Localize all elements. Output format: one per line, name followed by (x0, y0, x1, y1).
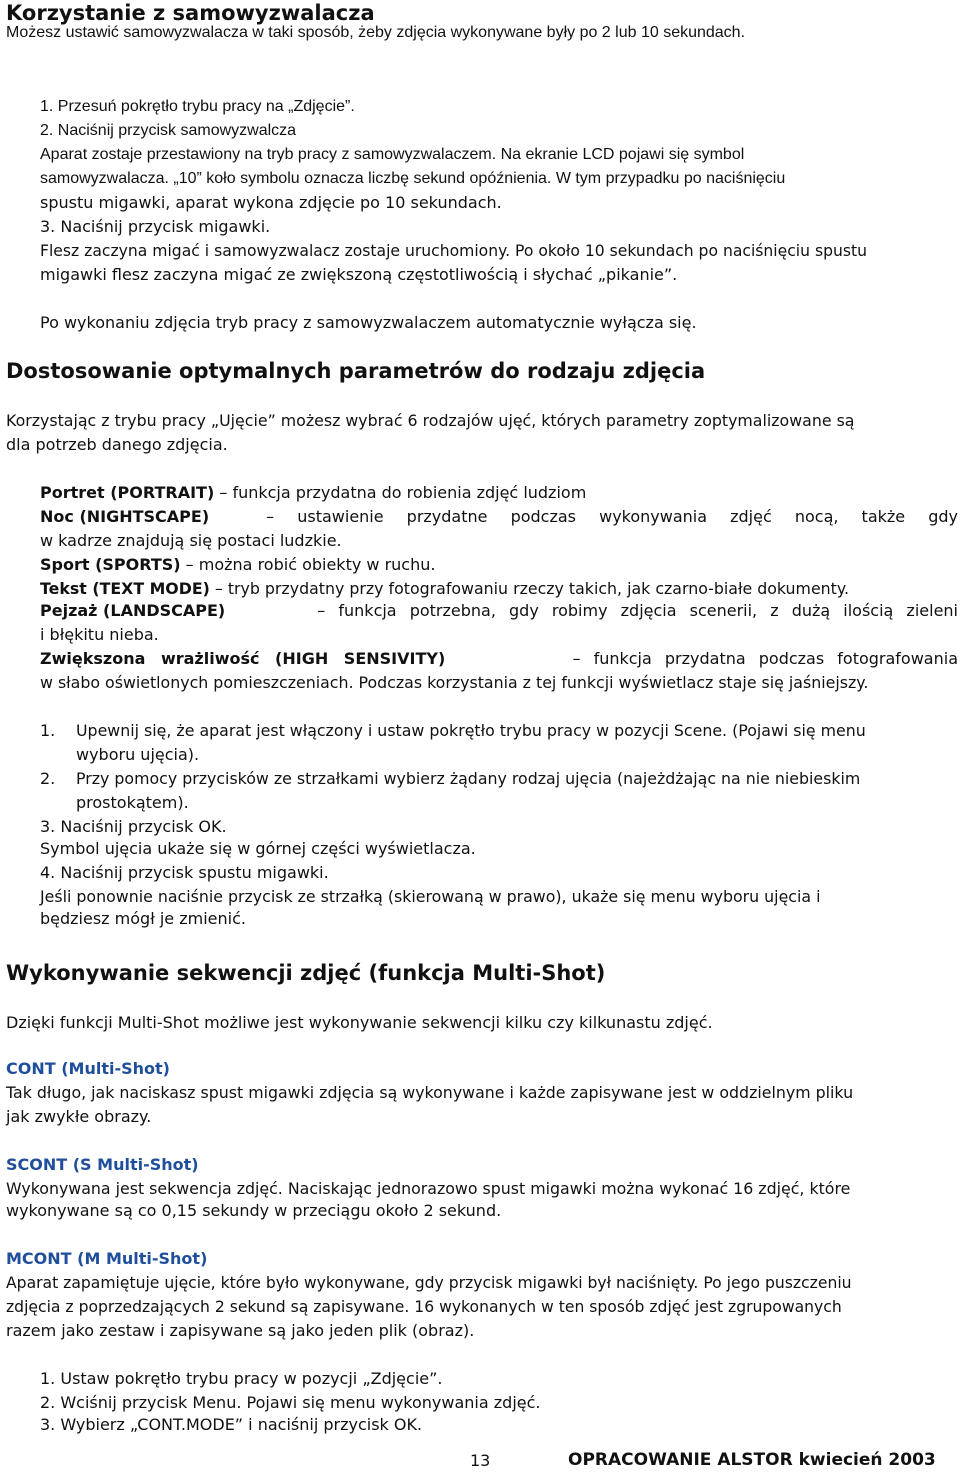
page-number: 13 (470, 1451, 491, 1470)
step-text: Upewnij się, że aparat jest włączony i ustaw pokrętło trybu pracy w pozycji Scene. (Pojawi się menu (76, 721, 866, 740)
scene-mode-night-cont: w kadrze znajdują się postaci ludzkie. (40, 531, 342, 550)
self-timer-intro: Możesz ustawić samowyzwalacza w taki sposób, żeby zdjęcia wykonywane były po 2 lub 10 sekundach. (6, 24, 746, 41)
section-title-scene-modes: Dostosowanie optymalnych parametrów do rodzaju zdjęcia (6, 359, 706, 383)
self-timer-note: Po wykonaniu zdjęcia tryb pracy z samowyzwalaczem automatycznie wyłącza się. (40, 313, 697, 332)
scene-step-2 (40, 768, 958, 790)
scene-mode-night (40, 506, 958, 528)
mcont-desc-3: razem jako zestaw i zapisywane są jako jeden plik (obraz). (6, 1321, 475, 1340)
scene-mode-name: Zwiększona wrażliwość (HIGH SENSIVITY) (40, 649, 446, 668)
scene-step-3: 3. Naciśnij przycisk OK. (40, 817, 227, 836)
self-timer-step-2-desc-3: spustu migawki, aparat wykona zdjęcie po 10 sekundach. (40, 193, 502, 212)
section-title-multi-shot: Wykonywanie sekwencji zdjęć (funkcja Multi-Shot) (6, 961, 606, 985)
scene-mode-desc: – funkcja przydatna do robienia zdjęć ludziom (214, 483, 587, 502)
self-timer-step-1: 1. Przesuń pokrętło trybu pracy na „Zdjęcie”. (40, 98, 355, 115)
multi-shot-intro: Dzięki funkcji Multi-Shot możliwe jest wykonywanie sekwencji kilku czy kilkunastu zdjęć. (6, 1013, 713, 1032)
multi-shot-step-1: 1. Ustaw pokrętło trybu pracy w pozycji „Zdjęcie”. (40, 1369, 443, 1388)
step-text: Przy pomocy przycisków ze strzałkami wybierz żądany rodzaj ujęcia (najeżdżając na nie niebieskim (76, 769, 861, 788)
footer-credit: OPRACOWANIE ALSTOR kwiecień 2003 (568, 1450, 936, 1470)
scene-mode-landscape (40, 600, 958, 622)
scene-mode-landscape-cont: i błękitu nieba. (40, 625, 159, 644)
scene-mode-text (40, 578, 849, 600)
scene-step-4-desc-1: Jeśli ponownie naciśnie przycisk ze strzałką (skierowaną w prawo), ukaże się menu wyboru ujęcia i (40, 887, 821, 906)
self-timer-step-3-desc-1: Flesz zaczyna migać i samowyzwalacz zostaje uruchomiony. Po około 10 sekundach po naciśnięciu spustu (40, 242, 867, 260)
scene-mode-desc: – funkcja przydatna podczas fotografowania (572, 649, 958, 668)
scene-mode-name: Tekst (TEXT MODE) (40, 579, 210, 598)
scene-mode-name: Portret (PORTRAIT) (40, 483, 215, 502)
scene-modes-intro-1: Korzystając z trybu pracy „Ujęcie” możesz wybrać 6 rodzajów ujęć, których parametry zoptymalizowane są (6, 411, 855, 430)
cont-desc-1: Tak długo, jak naciskasz spust migawki zdjęcia są wykonywane i każde zapisywane jest w oddzielnym pliku (6, 1083, 854, 1102)
scene-mode-desc: – funkcja potrzebna, gdy robimy zdjęcia scenerii, z dużą ilością zieleni (317, 601, 958, 620)
cont-heading: CONT (Multi-Shot) (6, 1059, 170, 1078)
self-timer-step-2-desc-2: samowyzwalacza. „10” koło symbolu oznacza liczbę sekund opóźnienia. W tym przypadku po naciśnięciu (40, 170, 786, 187)
scene-mode-desc: – można robić obiekty w ruchu. (180, 555, 436, 574)
mcont-heading: MCONT (M Multi-Shot) (6, 1249, 208, 1268)
scene-mode-desc: – tryb przydatny przy fotografowaniu rzeczy takich, jak czarno-białe dokumenty. (209, 579, 849, 598)
scene-mode-name: Sport (SPORTS) (40, 555, 181, 574)
mcont-desc-2: zdjęcia z poprzedzających 2 sekund są zapisywane. 16 wykonanych w ten sposób zdjęć jest zgrupowanych (6, 1298, 842, 1316)
step-number: 1. (40, 721, 56, 740)
multi-shot-step-2: 2. Wciśnij przycisk Menu. Pojawi się menu wykonywania zdjęć. (40, 1393, 541, 1412)
self-timer-step-2: 2. Naciśnij przycisk samowyzwalcza (40, 122, 297, 139)
scene-step-4-desc-2: będziesz mógł je zmienić. (40, 909, 246, 928)
scene-step-3-desc: Symbol ujęcia ukaże się w górnej części wyświetlacza. (40, 839, 476, 858)
scont-desc-2: wykonywane są co 0,15 sekundy w przeciągu około 2 sekund. (6, 1201, 502, 1220)
scont-desc-1: Wykonywana jest sekwencja zdjęć. Naciskając jednorazowo spust migawki można wykonać 16 zdjęć, które (6, 1179, 851, 1198)
scene-step-2-cont: prostokątem). (76, 793, 189, 812)
step-number: 2. (40, 769, 56, 788)
scene-mode-name: Noc (NIGHTSCAPE) (40, 507, 210, 526)
cont-desc-2: jak zwykłe obrazy. (6, 1107, 152, 1126)
section-title-self-timer: Korzystanie z samowyzwalacza (6, 1, 375, 25)
scene-mode-portrait (40, 482, 586, 504)
scene-modes-intro-2: dla potrzeb danego zdjęcia. (6, 435, 228, 454)
scene-step-4: 4. Naciśnij przycisk spustu migawki. (40, 863, 329, 882)
scene-mode-desc: – ustawienie przydatne podczas wykonywania zdjęć nocą, także gdy (266, 507, 958, 526)
scont-heading: SCONT (S Multi-Shot) (6, 1155, 199, 1174)
self-timer-step-3-desc-2: migawki flesz zaczyna migać ze zwiększoną częstotliwością i słychać „pikanie”. (40, 265, 678, 284)
scene-mode-sport (40, 554, 435, 576)
self-timer-step-3: 3. Naciśnij przycisk migawki. (40, 217, 271, 236)
scene-step-1-cont: wyboru ujęcia). (76, 745, 200, 764)
scene-mode-high-sensitivity (40, 648, 958, 670)
scene-step-1 (40, 720, 958, 742)
mcont-desc-1: Aparat zapamiętuje ujęcie, które było wykonywane, gdy przycisk migawki był naciśnięty. Po jego puszczeniu (6, 1274, 852, 1292)
scene-mode-name: Pejzaż (LANDSCAPE) (40, 601, 226, 620)
multi-shot-step-3: 3. Wybierz „CONT.MODE” i naciśnij przycisk OK. (40, 1415, 423, 1434)
self-timer-step-2-desc-1: Aparat zostaje przestawiony na tryb pracy z samowyzwalaczem. Na ekranie LCD pojawi się symbol (40, 146, 745, 163)
scene-mode-high-sensitivity-cont: w słabo oświetlonych pomieszczeniach. Podczas korzystania z tej funkcji wyświetlacz staje się jaśniejszy. (40, 673, 869, 692)
